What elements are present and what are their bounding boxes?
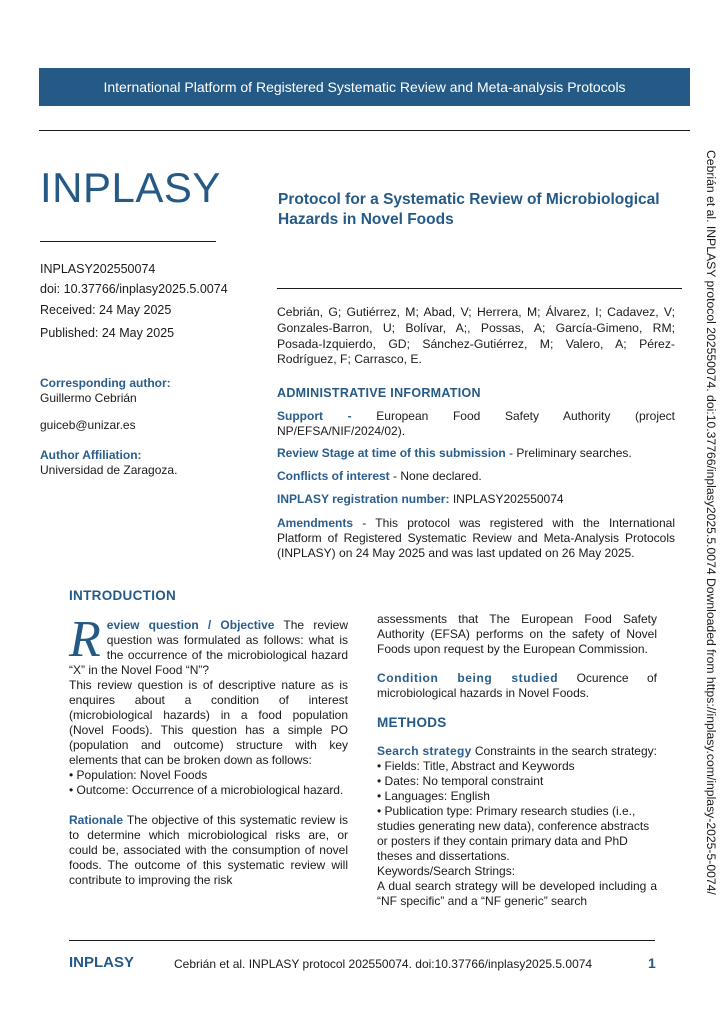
stage-text: - Preliminary searches. — [505, 446, 632, 460]
regnum-text: INPLASY202550074 — [449, 492, 564, 506]
published-date: Published: 24 May 2025 — [40, 326, 175, 340]
support-label: Support - — [277, 409, 352, 423]
conflicts-label: Conflicts of interest — [277, 469, 390, 483]
logo-underline — [40, 241, 216, 242]
admin-regnum — [277, 492, 675, 507]
affiliation-label: Author Affiliation: — [40, 448, 142, 462]
admin-conflicts — [277, 469, 675, 484]
amend-text: - This protocol was registered with the International Platform of Registered Systematic Review and Meta-Analysis Protocols (INPLASY) on 24 May 2025 and was last updated on 26 May 2025. — [277, 516, 675, 560]
right-column — [377, 612, 657, 909]
intro-paragraph-2: This review question is of descriptive nature as is enquires about a condition of interest (microbiological hazards) in a food population (Novel Foods). This question has a simple PO (population and outcome) structure with key elements that can be broken down as follows: — [69, 678, 348, 767]
inplasy-logo: INPLASY — [40, 164, 221, 211]
author-list: Cebrián, G; Gutiérrez, M; Abad, V; Herrera, M; Álvarez, I; Cadavez, V; Gonzales-Barron, U; Bolívar, A;, Possas, A; García-Gimeno, RM; Posada-Izquierdo, GD; Sánchez-Gutiérrez, M; Valero, A; Pérez-Rodríguez, F; Carrasco, E. — [277, 305, 675, 367]
side-citation — [698, 150, 720, 910]
footer-logo: INPLASY — [69, 954, 135, 971]
header-rule — [39, 130, 690, 131]
search-strategy-label: Search strategy — [377, 744, 472, 758]
amend-label: Amendments — [277, 516, 354, 530]
admin-amendments — [277, 516, 675, 561]
methods-heading: METHODS — [377, 715, 447, 730]
affiliation-text: Universidad de Zaragoza. — [40, 463, 178, 477]
doi-text[interactable]: doi: 10.37766/inplasy2025.5.0074 — [40, 282, 228, 296]
review-question-label: eview question / Objective — [106, 618, 275, 632]
dates-bullet: • Dates: No temporal constraint — [377, 774, 544, 788]
article-title: Protocol for a Systematic Review of Microbiological Hazards in Novel Foods — [278, 191, 660, 228]
intro-column — [69, 588, 348, 888]
search-strategy-paragraph — [377, 744, 657, 759]
population-bullet: • Population: Novel Foods — [69, 768, 208, 782]
rationale-label: Rationale — [69, 813, 124, 827]
title-rule — [277, 288, 682, 289]
page-number: 1 — [648, 955, 656, 971]
fields-bullet: • Fields: Title, Abstract and Keywords — [377, 759, 575, 773]
condition-paragraph — [377, 671, 657, 701]
review-question-paragraph — [69, 611, 348, 678]
languages-bullet: • Languages: English — [377, 789, 490, 803]
continuation-paragraph: assessments that The European Food Safety Authority (EFSA) performs on the safety of Novel Foods upon request by the European Commission. — [377, 612, 657, 656]
dual-strategy-text: A dual search strategy will be developed including a “NF specific” and a “NF generic” search — [377, 879, 657, 908]
publication-type-bullet: • Publication type: Primary research studies (i.e., studies generating new data), conference abstracts or posters if they contain primary data and PhD theses and dissertations. — [377, 804, 650, 863]
corresponding-author-label: Corresponding author: — [40, 376, 171, 390]
stage-label: Review Stage at time of this submission — [277, 446, 506, 460]
condition-text: Ocurence of microbiological hazards in Novel Foods. — [377, 671, 657, 700]
outcome-bullet: • Outcome: Occurrence of a microbiological hazard. — [69, 783, 344, 797]
received-date: Received: 24 May 2025 — [40, 303, 172, 317]
registration-id: INPLASY202550074 — [40, 262, 156, 276]
side-citation-text[interactable]: Cebrián et al. INPLASY protocol 202550074. doi:10.37766/inplasy2025.5.0074 Downloaded from https://inplasy.com/inplasy-2025-5-0074/ — [704, 150, 718, 895]
footer-citation: Cebrián et al. INPLASY protocol 202550074. doi:10.37766/inplasy2025.5.0074 — [174, 957, 593, 971]
intro-heading: INTRODUCTION — [69, 588, 177, 603]
condition-label: Condition being studied — [377, 671, 559, 685]
admin-heading: ADMINISTRATIVE INFORMATION — [277, 386, 481, 400]
admin-stage — [277, 446, 675, 461]
review-question-text: The review question was formulated as follows: what is the occurrence of the microbiological hazard “X” in the Novel Food “N”? — [69, 618, 348, 677]
search-strategy-text: Constraints in the search strategy: — [471, 744, 657, 758]
footer-rule — [69, 940, 655, 941]
rationale-text: The objective of this systematic review is to determine which microbiological risks are, or could be, associated with the consumption of novel foods. The outcome of this systematic review will contribute to improving the risk — [69, 813, 348, 887]
conflicts-text: - None declared. — [389, 469, 482, 483]
admin-support — [277, 409, 675, 439]
keywords-heading: Keywords/Search Strings: — [377, 864, 516, 878]
header-banner: International Platform of Registered Systematic Review and Meta-analysis Protocols — [39, 68, 690, 106]
corresponding-author-name: Guillermo Cebrián — [40, 391, 137, 405]
regnum-label: INPLASY registration number: — [277, 492, 450, 506]
author-email[interactable]: guiceb@unizar.es — [40, 418, 136, 432]
support-text: European Food Safety Authority (project NP/EFSA/NIF/2024/02). — [277, 409, 675, 438]
dropcap-letter: R — [69, 611, 101, 668]
rationale-paragraph — [69, 813, 348, 888]
